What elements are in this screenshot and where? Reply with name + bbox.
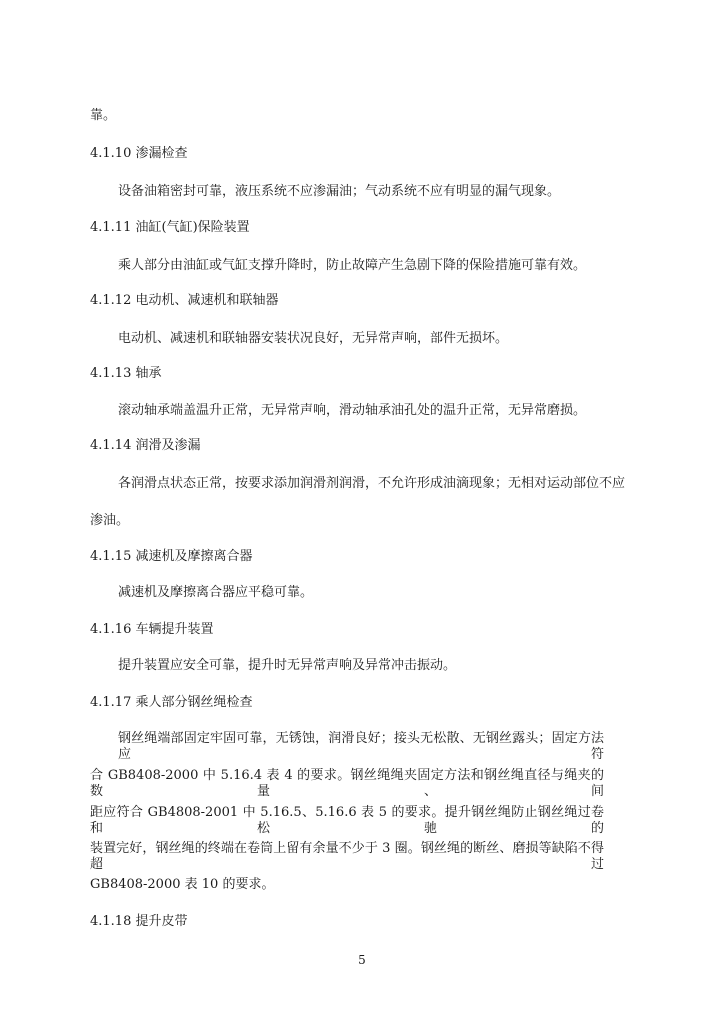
- section-number: 4.1.10: [90, 146, 132, 161]
- section-number: 4.1.11: [90, 220, 132, 235]
- section-body-line: 减速机及摩擦离合器应平稳可靠。: [118, 585, 314, 600]
- section-number: 4.1.16: [90, 622, 132, 637]
- section-number: 4.1.17: [90, 695, 132, 710]
- section-body-line: 滚动轴承端盖温升正常，无异常声响，滑动轴承油孔处的温升正常，无异常磨损。: [118, 403, 587, 418]
- page-number: 5: [358, 953, 366, 967]
- section-number: 4.1.12: [90, 293, 132, 308]
- section-body-line: 电动机、减速机和联轴器安装状况良好，无异常声响，部件无损坏。: [118, 331, 509, 346]
- section-title: 轴承: [135, 366, 162, 381]
- section-body-line: 渗油。: [90, 513, 130, 528]
- section-title: 电动机、减速机和联轴器: [135, 293, 279, 308]
- section-heading-4-1-11: [90, 220, 250, 236]
- section-heading-4-1-13: [90, 366, 162, 382]
- section-body-line: 设备油箱密封可靠，液压系统不应渗漏油；气动系统不应有明显的漏气现象。: [118, 184, 561, 199]
- section-body-line: 各润滑点状态正常，按要求添加润滑剂润滑，不允许形成油滴现象；无相对运动部位不应: [118, 476, 626, 491]
- section-number: 4.1.15: [90, 549, 132, 564]
- section-heading-4-1-15: [90, 549, 253, 565]
- section-heading-4-1-16: [90, 622, 214, 638]
- section-body-line: GB8408-2000 表 10 的要求。: [90, 877, 275, 892]
- section-body-line: 乘人部分由油缸或气缸支撑升降时，防止故障产生急剧下降的保险措施可靠有效。: [118, 258, 587, 273]
- section-body-line: 提升装置应安全可靠，提升时无异常声响及异常冲击振动。: [118, 658, 457, 673]
- section-heading-4-1-18: [90, 914, 188, 930]
- continued-text: 靠。: [90, 108, 117, 123]
- section-title: 提升皮带: [135, 914, 188, 929]
- section-title: 乘人部分钢丝绳检查: [135, 695, 253, 710]
- section-number: 4.1.14: [90, 438, 132, 453]
- section-heading-4-1-12: [90, 293, 279, 309]
- section-title: 油缸(气缸)保险装置: [135, 220, 250, 235]
- section-body-line: 距应符合 GB4808-2001 中 5.16.5、5.16.6 表 5 的要求。提升钢丝绳防止钢丝绳过卷和松驰的: [90, 805, 604, 836]
- section-number: 4.1.13: [90, 366, 132, 381]
- section-body-line: 装置完好，钢丝绳的终端在卷筒上留有余量不少于 3 圈。钢丝绳的断丝、磨损等缺陷不得超过: [90, 841, 604, 872]
- section-heading-4-1-17: [90, 695, 253, 711]
- section-heading-4-1-14: [90, 438, 201, 454]
- section-title: 车辆提升装置: [135, 622, 214, 637]
- section-title: 润滑及渗漏: [135, 438, 201, 453]
- section-heading-4-1-10: [90, 146, 188, 162]
- section-title: 减速机及摩擦离合器: [135, 549, 253, 564]
- section-body-line: 合 GB8408-2000 中 5.16.4 表 4 的要求。钢丝绳绳夹固定方法和钢丝绳直径与绳夹的数量、间: [90, 768, 604, 799]
- section-title: 渗漏检查: [135, 146, 188, 161]
- section-body-line: 钢丝绳端部固定牢固可靠，无锈蚀，润滑良好；接头无松散、无钢丝露头；固定方法应符: [118, 731, 604, 762]
- section-number: 4.1.18: [90, 914, 132, 929]
